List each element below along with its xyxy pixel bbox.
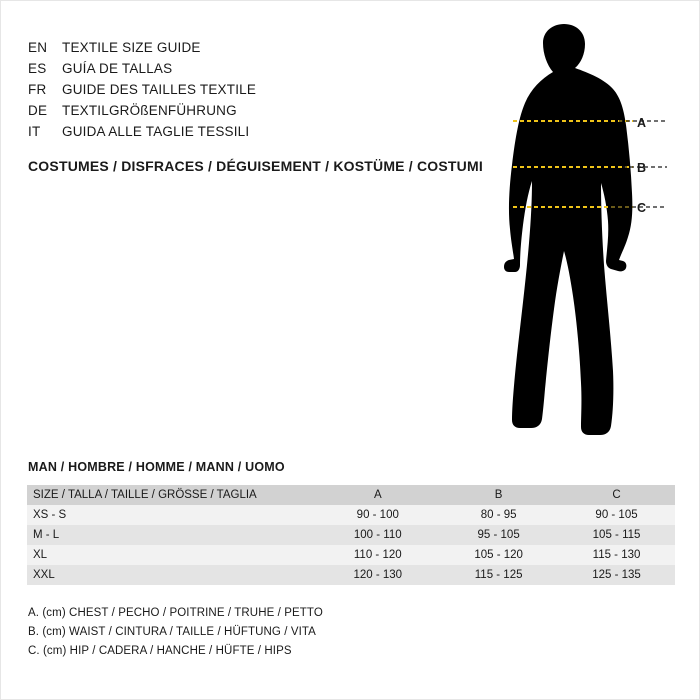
cell-a: 90 - 100 bbox=[356, 509, 399, 521]
cell-b: 105 - 120 bbox=[474, 549, 523, 561]
measure-label-b: B bbox=[637, 161, 647, 175]
language-code-es: ES bbox=[28, 61, 47, 76]
cell-c: 115 - 130 bbox=[592, 549, 641, 561]
language-row-de bbox=[28, 100, 468, 121]
legend-line-a: A. (cm) CHEST / PECHO / POITRINE / TRUHE / PETTO bbox=[28, 607, 323, 619]
size-table-body bbox=[27, 505, 675, 585]
language-text-en: TEXTILE SIZE GUIDE bbox=[62, 40, 201, 55]
body-silhouette bbox=[471, 21, 681, 441]
cell-c: 125 - 135 bbox=[592, 569, 641, 581]
column-header-b: B bbox=[439, 485, 558, 505]
table-row bbox=[27, 565, 675, 585]
column-header-a: A bbox=[316, 485, 439, 505]
legend-line-b: B. (cm) WAIST / CINTURA / TAILLE / HÜFTUNG / VITA bbox=[28, 626, 316, 638]
cell-size: XXL bbox=[33, 569, 55, 581]
table-row bbox=[27, 525, 675, 545]
cell-b: 95 - 105 bbox=[477, 529, 520, 541]
size-table-header bbox=[27, 485, 675, 505]
table-row bbox=[27, 545, 675, 565]
silhouette-shape bbox=[504, 24, 632, 435]
language-text-es: GUÍA DE TALLAS bbox=[62, 61, 173, 76]
language-text-it: GUIDA ALLE TAGLIE TESSILI bbox=[62, 124, 250, 139]
cell-c: 105 - 115 bbox=[592, 529, 641, 541]
cell-c: 90 - 105 bbox=[595, 509, 638, 521]
table-heading: MAN / HOMBRE / HOMME / MANN / UOMO bbox=[28, 460, 285, 474]
legend bbox=[28, 604, 323, 661]
language-code-en: EN bbox=[28, 40, 48, 55]
language-code-de: DE bbox=[28, 103, 48, 118]
cell-a: 110 - 120 bbox=[353, 549, 402, 561]
cell-a: 120 - 130 bbox=[353, 569, 403, 581]
language-list bbox=[28, 37, 468, 142]
cell-b: 115 - 125 bbox=[474, 569, 523, 581]
cell-a: 100 - 110 bbox=[353, 529, 402, 541]
language-row-en bbox=[28, 37, 468, 58]
table-header-row bbox=[27, 485, 675, 505]
cell-size: XS - S bbox=[33, 509, 67, 521]
cell-size: M - L bbox=[33, 529, 60, 541]
cell-size: XL bbox=[33, 549, 48, 561]
column-header-size: SIZE / TALLA / TAILLE / GRÖSSE / TAGLIA bbox=[27, 485, 316, 505]
table-row bbox=[27, 505, 675, 525]
language-row-es bbox=[28, 58, 468, 79]
cell-b: 80 - 95 bbox=[480, 509, 517, 521]
language-row-it bbox=[28, 121, 468, 142]
category-title: COSTUMES / DISFRACES / DÉGUISEMENT / KOSTÜME / COSTUMI bbox=[28, 158, 483, 174]
measure-label-a: A bbox=[637, 116, 647, 130]
language-row-fr bbox=[28, 79, 468, 100]
measure-label-c: C bbox=[637, 201, 647, 215]
column-header-c: C bbox=[558, 485, 675, 505]
language-text-fr: GUIDE DES TAILLES TEXTILE bbox=[62, 82, 257, 97]
language-code-fr: FR bbox=[28, 82, 47, 97]
legend-line-c: C. (cm) HIP / CADERA / HANCHE / HÜFTE / HIPS bbox=[28, 645, 292, 657]
language-text-de: TEXTILGRÖßENFÜHRUNG bbox=[62, 103, 237, 118]
size-table bbox=[27, 485, 675, 585]
language-code-it: IT bbox=[28, 124, 41, 139]
